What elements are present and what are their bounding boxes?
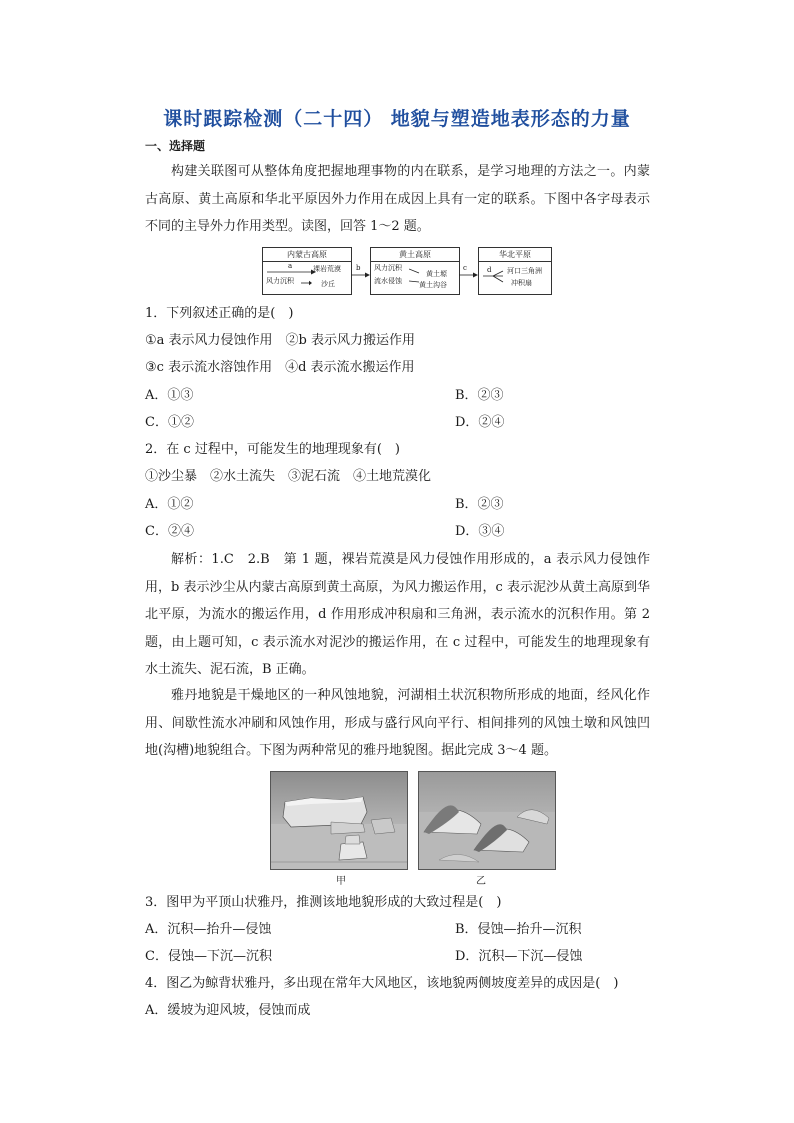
box-title: 内蒙古高原 [263,248,351,262]
question-4-option-a: A．缓坡为迎风坡，侵蚀而成 [145,1003,311,1018]
question-2-option-d: D．③④ [455,524,505,539]
alluvial-fan-label: 冲积扇 [511,279,532,287]
question-3-option-a: A．沉积—抬升—侵蚀 [145,922,272,937]
yardang-photo-yi [418,771,556,870]
process-label-a: a [288,262,293,270]
loess-gully-label: 黄土沟谷 [419,281,447,289]
sand-dune-label: 沙丘 [321,280,335,288]
question-3-option-c: C．侵蚀—下沉—沉积 [145,949,272,964]
section-heading: 一、选择题 [145,139,206,153]
question-4-stem: 4．图乙为鲸背状雅丹，多出现在常年大风地区，该地貌两侧坡度差异的成因是( ) [145,976,619,991]
arrow-d-icon [481,268,507,286]
question-2-option-b: B．②③ [455,497,504,512]
box-inner-mongolia [262,247,352,295]
yardang-photo-jia [270,771,408,870]
page-title: 课时跟踪检测（二十四） 地貌与塑造地表形态的力量 [163,108,631,130]
question-2-stem: 2．在 c 过程中，可能发生的地理现象有( ) [145,442,400,457]
box-title: 黄土高原 [371,248,459,262]
question-1-option-d: D．②④ [455,415,505,430]
water-erosion-label: 流水侵蚀 [374,277,402,285]
bare-rock-desert-label: 裸岩荒漠 [313,265,341,273]
mesa-yardang-image [271,772,407,869]
question-3-stem: 3．图甲为平顶山状雅丹，推测该地地貌形成的大致过程是( ) [145,895,502,910]
photo-caption-jia: 甲 [336,876,346,887]
question-1-stem: 1．下列叙述正确的是( ) [145,306,294,321]
question-2-statements: ①沙尘暴 ②水土流失 ③泥石流 ④土地荒漠化 [145,469,432,484]
question-1-option-a: A．①③ [145,388,194,403]
photo-caption-yi: 乙 [476,876,486,887]
wind-deposition-label: 风力沉积 [374,264,402,272]
landform-relation-diagram [262,247,542,295]
delta-label: 河口三角洲 [507,267,542,275]
intro-paragraph-2: 雅丹地貌是干燥地区的一种风蚀地貌，河湖相土状沉积物所形成的地面，经风化作用、间歇性流水冲刷和风蚀作用，形成与盛行风向平行、相间排列的风蚀土墩和风蚀凹地(沟槽)地貌组合。下图为两种常见的雅丹地貌图。据此完成 3～4 题。 [145,688,650,758]
arrow-b-icon [351,271,371,279]
box-title: 华北平原 [479,248,551,262]
process-label-b: b [356,264,361,272]
whaleback-yardang-image [419,772,555,869]
question-1-statements-a: ①a 表示风力侵蚀作用 ②b 表示风力搬运作用 [145,333,415,348]
arrow-small-icon [301,280,313,286]
box-north-china-plain [478,247,552,295]
question-3-option-b: B．侵蚀—抬升—沉积 [455,922,582,937]
question-1-option-b: B．②③ [455,388,504,403]
arrow-c-icon [459,271,479,279]
question-3-option-d: D．沉积—下沉—侵蚀 [455,949,583,964]
question-2-option-a: A．①② [145,497,194,512]
wind-deposition-label: 风力沉积 [266,277,294,285]
process-label-c: c [463,264,467,272]
question-1-option-c: C．①② [145,415,194,430]
answer-analysis: 解析：1.C 2.B 第 1 题，裸岩荒漠是风力侵蚀作用形成的，a 表示风力侵蚀作用，b 表示沙尘从内蒙古高原到黄土高原，为风力搬运作用，c 表示泥沙从黄土高原到华北平原，为流水的搬运作用，d 作用形成冲积扇和三角洲，表示流水的沉积作用。第 2 题，由上题可知，c 表示流水对泥沙的搬运作用，在 c 过程中，可能发生的地理现象有水土流失、泥石流，B 正确。 [145,552,650,677]
intro-paragraph-1: 构建关联图可从整体角度把握地理事物的内在联系，是学习地理的方法之一。内蒙古高原、黄土高原和华北平原因外力作用在成因上具有一定的联系。下图中各字母表示不同的主导外力作用类型。读图，回答 1～2 题。 [145,164,650,234]
question-2-option-c: C．②④ [145,524,194,539]
box-loess-plateau [370,247,460,295]
process-label-d: d [487,266,492,274]
loess-tableland-label: 黄土塬 [426,270,447,278]
question-1-statements-b: ③c 表示流水溶蚀作用 ④d 表示流水搬运作用 [145,360,415,375]
